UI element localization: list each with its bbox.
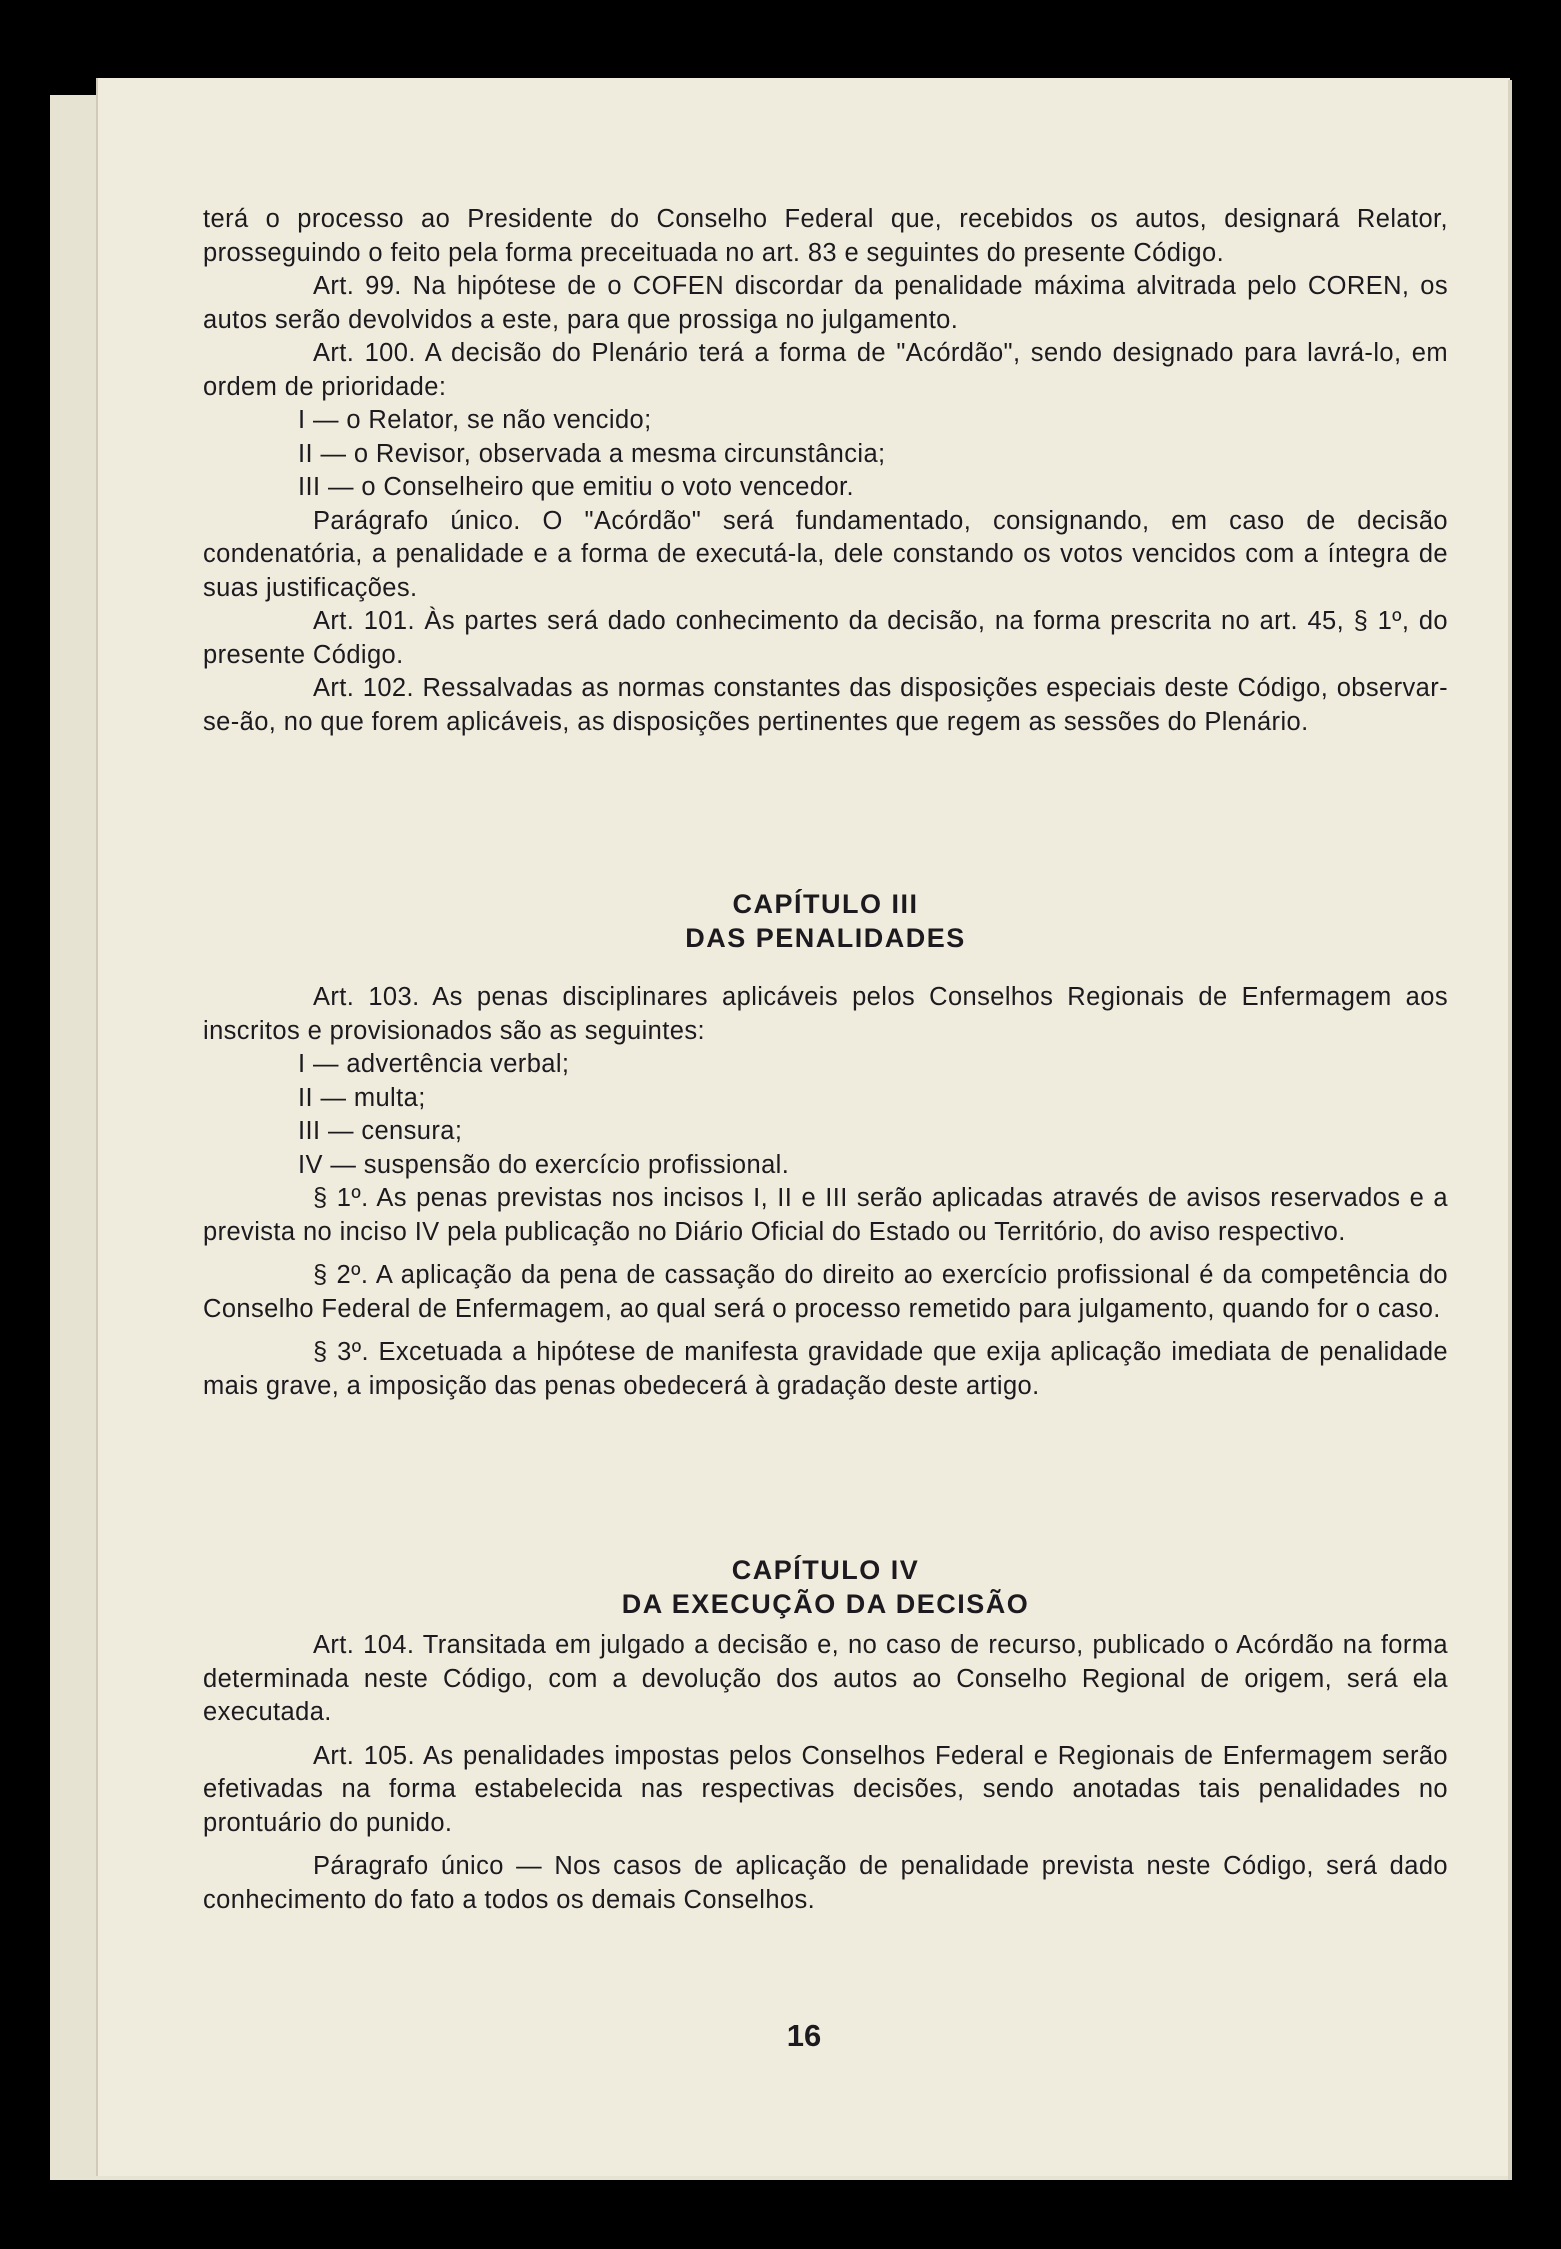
article-102: Art. 102. Ressalvadas as normas constantes das disposições especiais deste Código, observar-se-ão, no que forem aplicáveis, as disposições pertinentes que regem as sessões do Plenário. bbox=[203, 674, 1448, 736]
article-103-item-1: I — advertência verbal; bbox=[298, 1050, 570, 1078]
chapter-4-heading bbox=[203, 1553, 1448, 1621]
article-103-paragraph-3: § 3º. Excetuada a hipótese de manifesta gravidade que exija aplicação imediata de penalidade mais grave, a imposição das penas obedecerá à gradação deste artigo. bbox=[203, 1338, 1448, 1400]
page-content bbox=[203, 203, 1448, 1917]
chapter-3-title: DAS PENALIDADES bbox=[685, 923, 966, 953]
article-100-item-2: II — o Revisor, observada a mesma circunstância; bbox=[298, 439, 886, 468]
chapter-4-title: DA EXECUÇÃO DA DECISÃO bbox=[621, 1589, 1030, 1619]
article-100-paragrafo: Parágrafo único. O "Acórdão" será fundamentado, consignando, em caso de decisão condenatória, a penalidade e a forma de executá-la, dele constando os votos vencidos com a íntegra de suas justificações. bbox=[203, 506, 1448, 602]
article-99: Art. 99. Na hipótese de o COFEN discordar da penalidade máxima alvitrada pelo COREN, os autos serão devolvidos a este, para que prossiga no julgamento. bbox=[203, 272, 1448, 334]
paragraph-continuation: terá o processo ao Presidente do Conselho Federal que, recebidos os autos, designará Relator, prosseguindo o feito pela forma preceituada no art. 83 e seguintes do presente Código. bbox=[203, 205, 1448, 267]
page-edge bbox=[1508, 80, 1512, 2180]
article-104: Art. 104. Transitada em julgado a decisão e, no caso de recurso, publicado o Acórdão na forma determinada neste Código, com a devolução dos autos ao Conselho Regional de origem, será ela executada. bbox=[203, 1631, 1448, 1726]
article-100-item-1: I — o Relator, se não vencido; bbox=[298, 406, 652, 434]
article-103-paragraph-2: § 2º. A aplicação da pena de cassação do direito ao exercício profissional é da competência do Conselho Federal de Enfermagem, ao qual será o processo remetido para julgamento, quando for o caso. bbox=[203, 1261, 1448, 1323]
chapter-4-number: CAPÍTULO IV bbox=[731, 1555, 920, 1585]
article-105-paragrafo: Páragrafo único — Nos casos de aplicação de penalidade prevista neste Código, será dado conhecimento do fato a todos os demais Conselhos. bbox=[203, 1852, 1448, 1914]
article-103-item-4: IV — suspensão do exercício profissional. bbox=[298, 1150, 790, 1179]
article-100: Art. 100. A decisão do Plenário terá a forma de "Acórdão", sendo designado para lavrá-lo, em ordem de prioridade: bbox=[203, 339, 1448, 401]
article-103-paragraph-1: § 1º. As penas previstas nos incisos I, II e III serão aplicadas através de avisos reservados e a prevista no inciso IV pela publicação no Diário Oficial do Estado ou Território, do aviso respectivo. bbox=[203, 1184, 1448, 1246]
article-103-item-2: II — multa; bbox=[298, 1083, 426, 1112]
document-page bbox=[98, 78, 1510, 2176]
article-103-item-3: III — censura; bbox=[298, 1117, 463, 1145]
page-number: 16 bbox=[786, 2018, 822, 2053]
article-100-item-3: III — o Conselheiro que emitiu o voto vencedor. bbox=[298, 473, 855, 501]
article-103: Art. 103. As penas disciplinares aplicáveis pelos Conselhos Regionais de Enfermagem aos inscritos e provisionados são as seguintes: bbox=[203, 983, 1448, 1045]
chapter-3-number: CAPÍTULO III bbox=[732, 889, 919, 919]
chapter-3-heading bbox=[203, 887, 1448, 955]
article-101: Art. 101. Às partes será dado conhecimento da decisão, na forma prescrita no art. 45, § 1º, do presente Código. bbox=[203, 607, 1448, 669]
article-105: Art. 105. As penalidades impostas pelos Conselhos Federal e Regionais de Enfermagem serão efetivadas na forma estabelecida nas respectivas decisões, sendo anotadas tais penalidades no prontuário do punido. bbox=[203, 1741, 1448, 1837]
